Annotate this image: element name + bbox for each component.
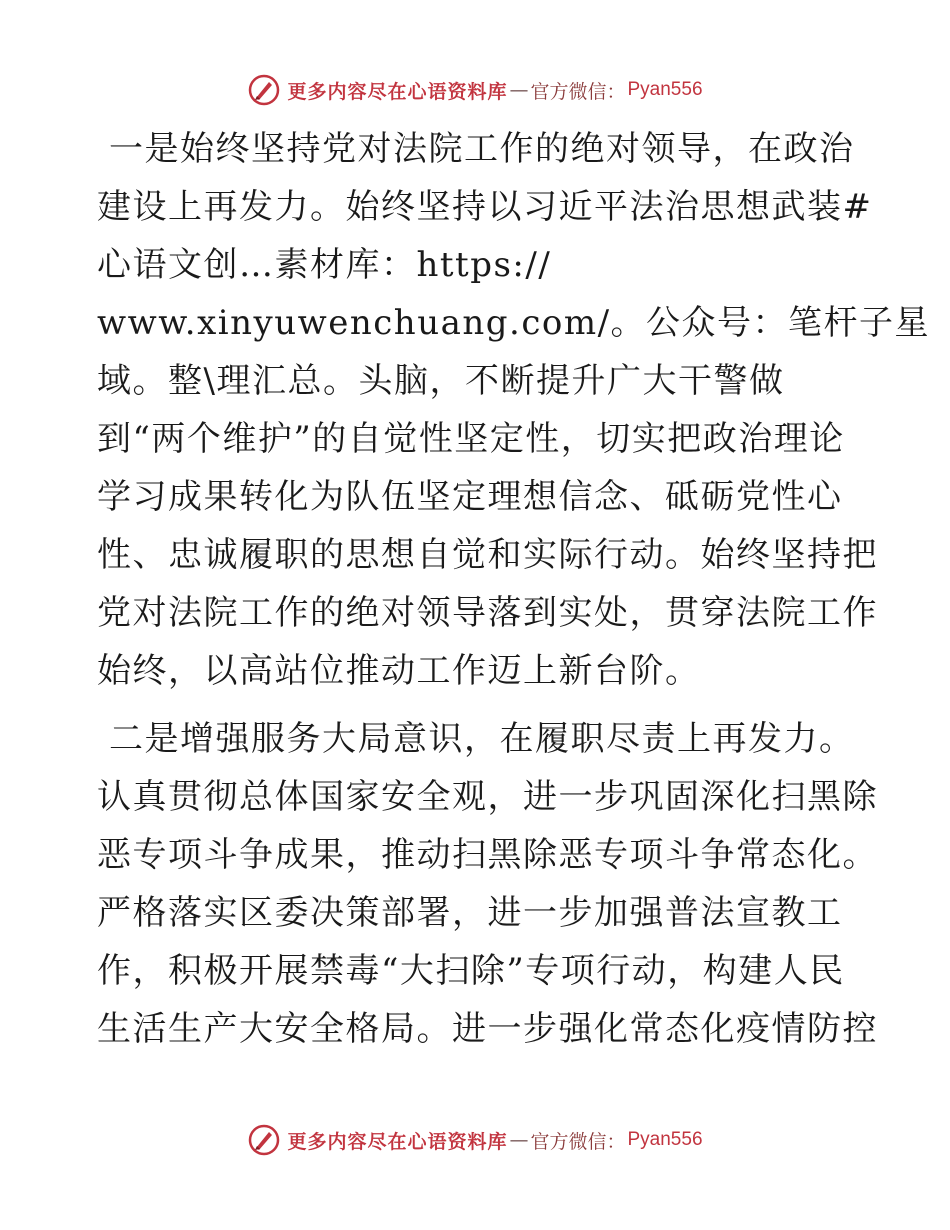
text-line: 到“两个维护”的自觉性坚定性，切实把政治理论	[97, 419, 845, 459]
quill-pen-icon	[247, 1123, 281, 1157]
text-line: 生活生产大安全格局。进一步强化常态化疫情防控	[97, 1009, 878, 1049]
text-line: 作，积极开展禁毒“大扫除”专项行动，构建人民	[97, 951, 845, 991]
banner-wechat-id: Pyan556	[627, 1129, 703, 1150]
banner-brand-text: 更多内容尽在心语资料库	[287, 1130, 508, 1153]
text-line: 建设上再发力。始终坚持以习近平法治思想武装#	[97, 187, 873, 227]
text-line: 心语文创…素材库：https://	[97, 245, 552, 285]
header-banner	[0, 68, 950, 112]
banner-wechat-id: Pyan556	[627, 79, 703, 100]
text-line: 性、忠诚履职的思想自觉和实际行动。始终坚持把	[97, 535, 878, 575]
banner-dash: —	[509, 1129, 529, 1151]
text-line: 学习成果转化为队伍坚定理想信念、砥砺党性心	[97, 477, 843, 517]
document-body	[97, 120, 931, 1058]
paragraph-2	[97, 710, 878, 1058]
text-line: 恶专项斗争成果，推动扫黑除恶专项斗争常态化。	[97, 835, 878, 875]
text-line: www.xinyuwenchuang.com/。公众号：笔杆子星	[97, 303, 931, 343]
banner-brand-text: 更多内容尽在心语资料库	[287, 80, 508, 103]
banner-wechat-label: 官方微信：	[530, 1130, 626, 1153]
text-line: 党对法院工作的绝对领导落到实处，贯穿法院工作	[97, 593, 878, 633]
footer-banner	[0, 1118, 950, 1162]
paragraph-1	[97, 120, 931, 700]
text-line: 二是增强服务大局意识，在履职尽责上再发力。	[109, 719, 855, 759]
quill-pen-icon	[247, 73, 281, 107]
text-line: 严格落实区委决策部署，进一步加强普法宣教工	[97, 893, 843, 933]
text-line: 始终，以高站位推动工作迈上新台阶。	[97, 651, 701, 691]
banner-wechat-label: 官方微信：	[530, 80, 626, 103]
banner-dash: —	[509, 79, 529, 101]
text-line: 域。整\理汇总。头脑，不断提升广大干警做	[97, 361, 785, 401]
text-line: 一是始终坚持党对法院工作的绝对领导，在政治	[109, 129, 855, 169]
text-line: 认真贯彻总体国家安全观，进一步巩固深化扫黑除	[97, 777, 878, 817]
